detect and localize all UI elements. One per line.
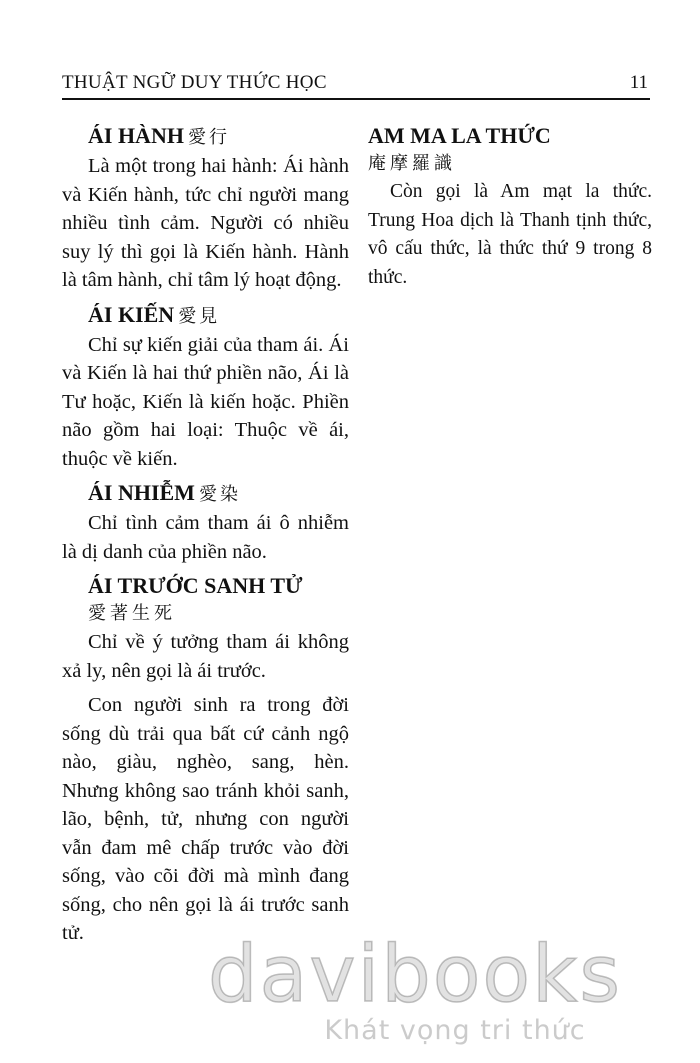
entry-term: ÁI TRƯỚC SANH TỬ: [88, 573, 303, 598]
entry-definition: Còn gọi là Am mạt la thức. Trung Hoa dịch là Thanh tịnh thức, vô cấu thức, là thức thứ 9 trong 8 thức.: [368, 181, 652, 288]
entry-hanzi: 愛染: [198, 484, 241, 505]
entry-definition: Là một trong hai hành: Ái hành và Kiến hành, tức chỉ người mang nhiều tình cảm. Người có nhiều suy lý thì gọi là Kiến hành. Hành là tâm hành, chỉ tâm lý hoạt động.: [62, 155, 349, 291]
entry-definition: Con người sinh ra trong đời sống dù trải qua bất cứ cảnh ngộ nào, giàu, nghèo, sang, hèn. Nhưng không sao tránh khỏi sanh, lão, bệnh, tử, nhưng con người vẫn đam mê chấp trước vào đời sống, vào cõi đời mà mình đang sống, cho nên gọi là ái trước sanh tử.: [62, 694, 349, 944]
entry-term: ÁI HÀNH 愛行: [88, 123, 230, 148]
entry-term: AM MA LA THỨC: [368, 123, 551, 148]
entry-hanzi: 愛見: [178, 305, 221, 327]
watermark-brand: davibooks: [208, 930, 622, 1020]
entry-am-ma-la-thuc: [368, 122, 652, 292]
entry-term: ÁI NHIỄM 愛染: [88, 480, 241, 505]
entry-definition: Chỉ sự kiến giải của tham ái. Ái và Kiến là hai thứ phiền não, Ái là Tư hoặc, Kiến là kiến hoặc. Phiền não gồm hai loại: Thuộc về ái, thuộc về kiến.: [62, 333, 349, 470]
book-title: THUẬT NGỮ DUY THỨC HỌC: [62, 72, 327, 93]
page-number: 11: [629, 72, 648, 93]
entry-definition: Chỉ tình cảm tham ái ô nhiễm là dị danh của phiền não.: [62, 512, 349, 563]
left-column: [62, 122, 349, 954]
entry-hanzi: 庵摩羅識: [368, 153, 456, 174]
entry-definition: Chỉ về ý tưởng tham ái không xả ly, nên gọi là ái trước.: [62, 631, 349, 682]
watermark-slogan: Khát vọng tri thức: [324, 1015, 586, 1046]
entry-ai-nhiem: [62, 479, 349, 566]
entry-hanzi: 愛著生死: [88, 603, 176, 624]
running-header: [62, 72, 650, 100]
entry-ai-hanh: [62, 122, 349, 295]
entry-ai-kien: [62, 301, 349, 474]
entry-hanzi: 愛行: [187, 127, 230, 148]
entry-term: ÁI KIẾN 愛見: [88, 301, 221, 327]
entry-ai-truoc-sanh-tu: [62, 572, 349, 948]
right-column: [368, 122, 652, 298]
